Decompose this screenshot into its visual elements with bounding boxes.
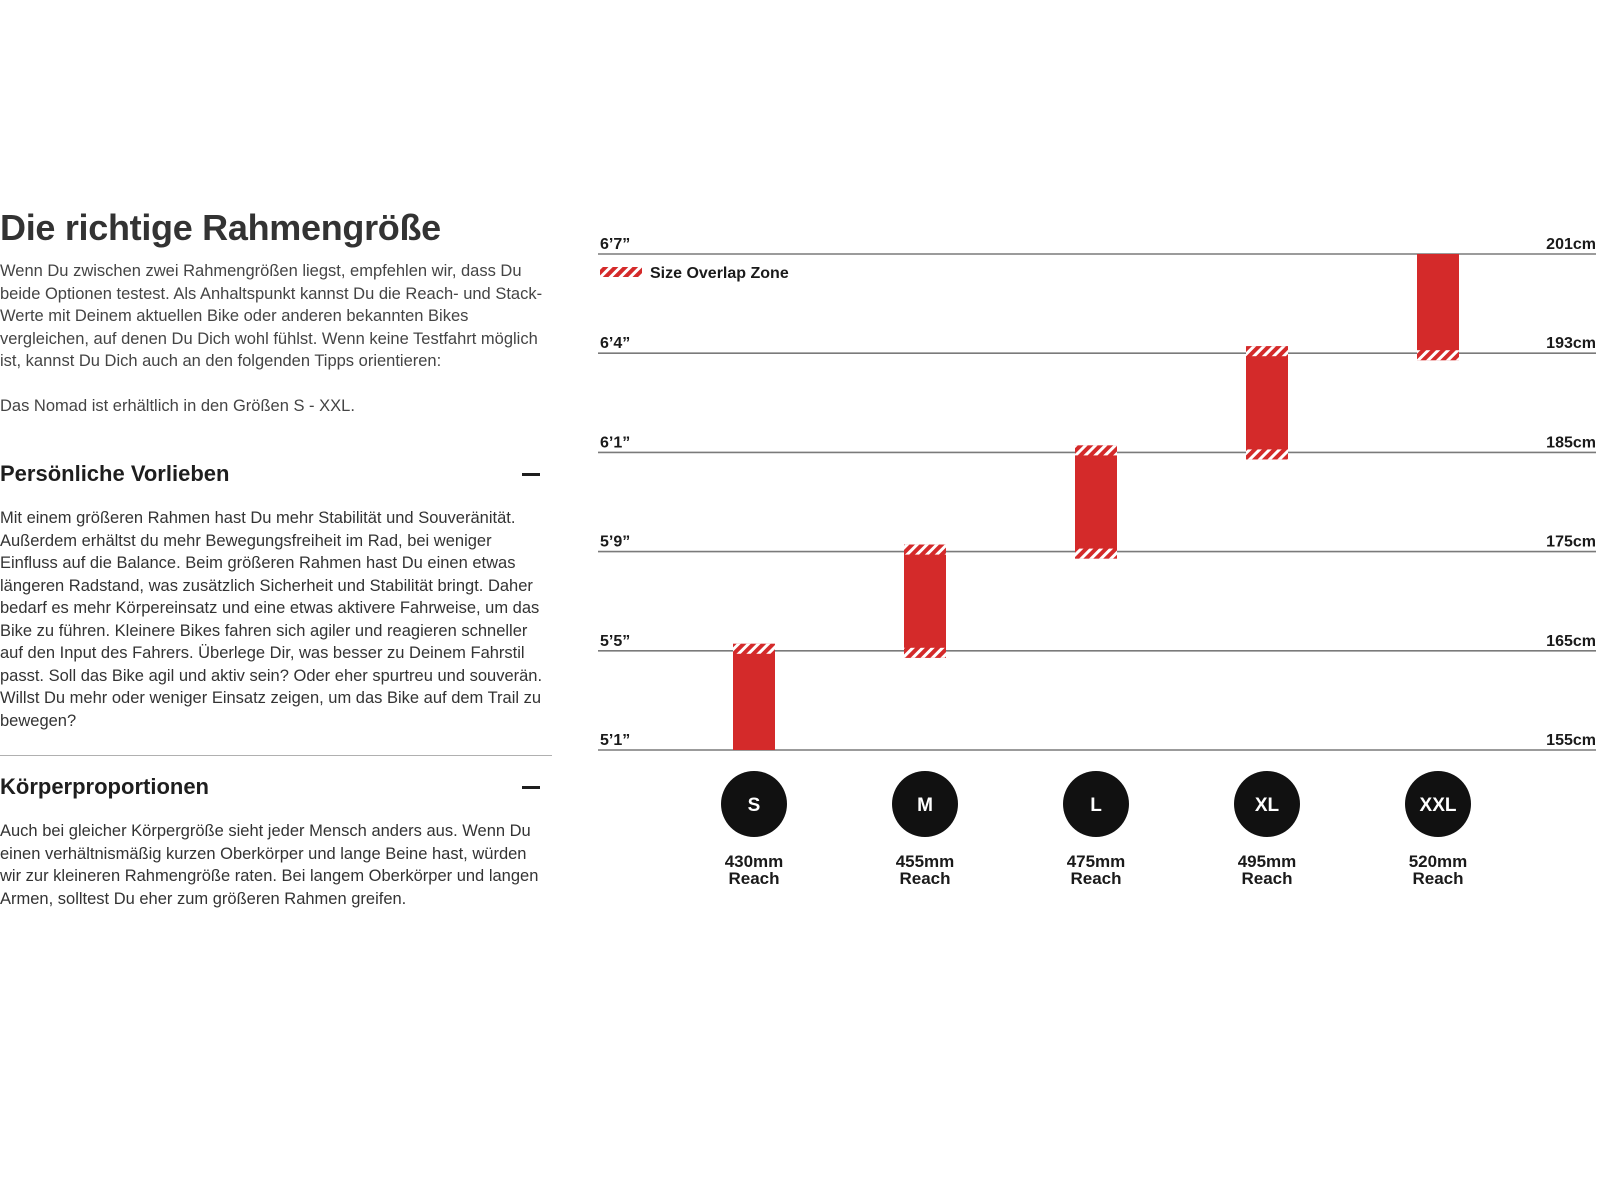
height-label-imperial: 5’9” bbox=[600, 533, 631, 551]
size-chart-svg bbox=[598, 228, 1600, 900]
accordion-header-body-proportions[interactable] bbox=[0, 774, 552, 800]
accordion-title: Körperproportionen bbox=[0, 774, 209, 799]
height-label-imperial: 5’5” bbox=[600, 632, 631, 650]
size-badge-label: L bbox=[1090, 795, 1102, 816]
size-bar-m bbox=[904, 545, 946, 658]
overlap-zone-top bbox=[1246, 346, 1288, 356]
minus-icon[interactable] bbox=[522, 473, 540, 476]
reach-caption: Reach bbox=[1070, 869, 1122, 888]
reach-value: 520mm bbox=[1408, 852, 1468, 871]
reach-value: 430mm bbox=[724, 852, 784, 871]
reach-caption: Reach bbox=[1241, 869, 1293, 888]
accordion-body: Auch bei gleicher Körpergröße sieht jeder Mensch anders aus. Wenn Du einen verhältnismäßig kurzen Oberkörper und lange Beine hast, würden wir zur kleineren Rahmengröße raten. Bei langem Oberkörper und langen Armen, solltest Du eher zum größeren Rahmen greifen. bbox=[0, 822, 539, 908]
minus-icon[interactable] bbox=[522, 786, 540, 789]
overlap-zone-top bbox=[904, 545, 946, 555]
size-chart bbox=[598, 228, 1600, 900]
overlap-zone-bottom bbox=[904, 648, 946, 658]
reach-value: 475mm bbox=[1066, 852, 1126, 871]
accordion-personal-preferences bbox=[0, 461, 552, 732]
legend-swatch bbox=[600, 267, 642, 277]
accordion-body-proportions bbox=[0, 774, 552, 910]
size-bar-l bbox=[1075, 445, 1117, 558]
size-badge-label: XL bbox=[1254, 795, 1280, 816]
legend bbox=[600, 265, 789, 282]
height-label-metric: 155cm bbox=[1546, 732, 1596, 749]
reach-caption: Reach bbox=[728, 869, 780, 888]
height-label-metric: 175cm bbox=[1546, 533, 1596, 551]
height-label-imperial: 5’1” bbox=[600, 732, 631, 749]
height-label-metric: 201cm bbox=[1546, 236, 1596, 253]
accordion-header-personal-preferences[interactable] bbox=[0, 461, 552, 487]
height-label-metric: 193cm bbox=[1546, 335, 1596, 353]
accordion-body: Mit einem größeren Rahmen hast Du mehr Stabilität und Souveränität. Außerdem erhältst du mehr Bewegungsfreiheit im Rad, bei weniger Einfluss auf die Balance. Beim größeren Rahmen hast Du einen etwas längeren Radstand, was zusätzlich Sicherheit und Stabilität bringt. Daher bedarf es mehr Körpereinsatz und eine etwas aktivere Fahrweise, um das Bike zu führen. Kleinere Bikes fahren sich agiler und reagieren schneller auf den Input des Fahrers. Überlege Dir, was besser zu Deinem Fahrstil passt. Soll das Bike agil und aktiv sein? Oder eher spurtreu und souverän. Willst Du mehr oder weniger Einsatz zeigen, um das Bike auf dem Trail zu bewegen? bbox=[0, 509, 543, 730]
size-badge-label: S bbox=[747, 795, 761, 816]
overlap-zone-top bbox=[733, 644, 775, 654]
overlap-zone-top bbox=[1075, 445, 1117, 455]
reach-caption: Reach bbox=[1412, 869, 1464, 888]
height-label-imperial: 6’4” bbox=[600, 335, 631, 353]
height-label-metric: 165cm bbox=[1546, 632, 1596, 650]
size-bar-s bbox=[733, 644, 775, 750]
accordion-title: Persönliche Vorlieben bbox=[0, 461, 230, 486]
reach-caption: Reach bbox=[899, 869, 951, 888]
intro-paragraph: Wenn Du zwischen zwei Rahmengrößen liegst, empfehlen wir, dass Du beide Optionen testest. Als Anhaltspunkt kannst Du die Reach- und Stack-Werte mit Deinem aktuellen Bike oder anderen bekannten Bikes vergleichen, auf denen Du Dich wohl fühlst. Wenn keine Testfahrt möglich ist, kannst Du Dich auch an den folgenden Tipps orientieren: bbox=[0, 262, 543, 370]
overlap-zone-bottom bbox=[1246, 449, 1288, 459]
reach-value: 455mm bbox=[895, 852, 955, 871]
reach-value: 495mm bbox=[1237, 852, 1297, 871]
overlap-zone-bottom bbox=[1417, 350, 1459, 360]
text-column bbox=[0, 200, 552, 910]
height-label-metric: 185cm bbox=[1546, 434, 1596, 452]
divider bbox=[0, 755, 552, 756]
legend-label: Size Overlap Zone bbox=[650, 265, 789, 282]
page-title: Die richtige Rahmengröße bbox=[0, 207, 441, 248]
size-badge-label: M bbox=[917, 795, 933, 816]
height-label-imperial: 6’7” bbox=[600, 236, 631, 253]
availability-text: Das Nomad ist erhältlich in den Größen S - XXL. bbox=[0, 396, 355, 415]
size-bar-xl bbox=[1246, 346, 1288, 459]
overlap-zone-bottom bbox=[1075, 549, 1117, 559]
size-bar-xxl bbox=[1417, 254, 1459, 360]
size-badge-label: XXL bbox=[1419, 795, 1457, 816]
height-label-imperial: 6’1” bbox=[600, 434, 631, 452]
